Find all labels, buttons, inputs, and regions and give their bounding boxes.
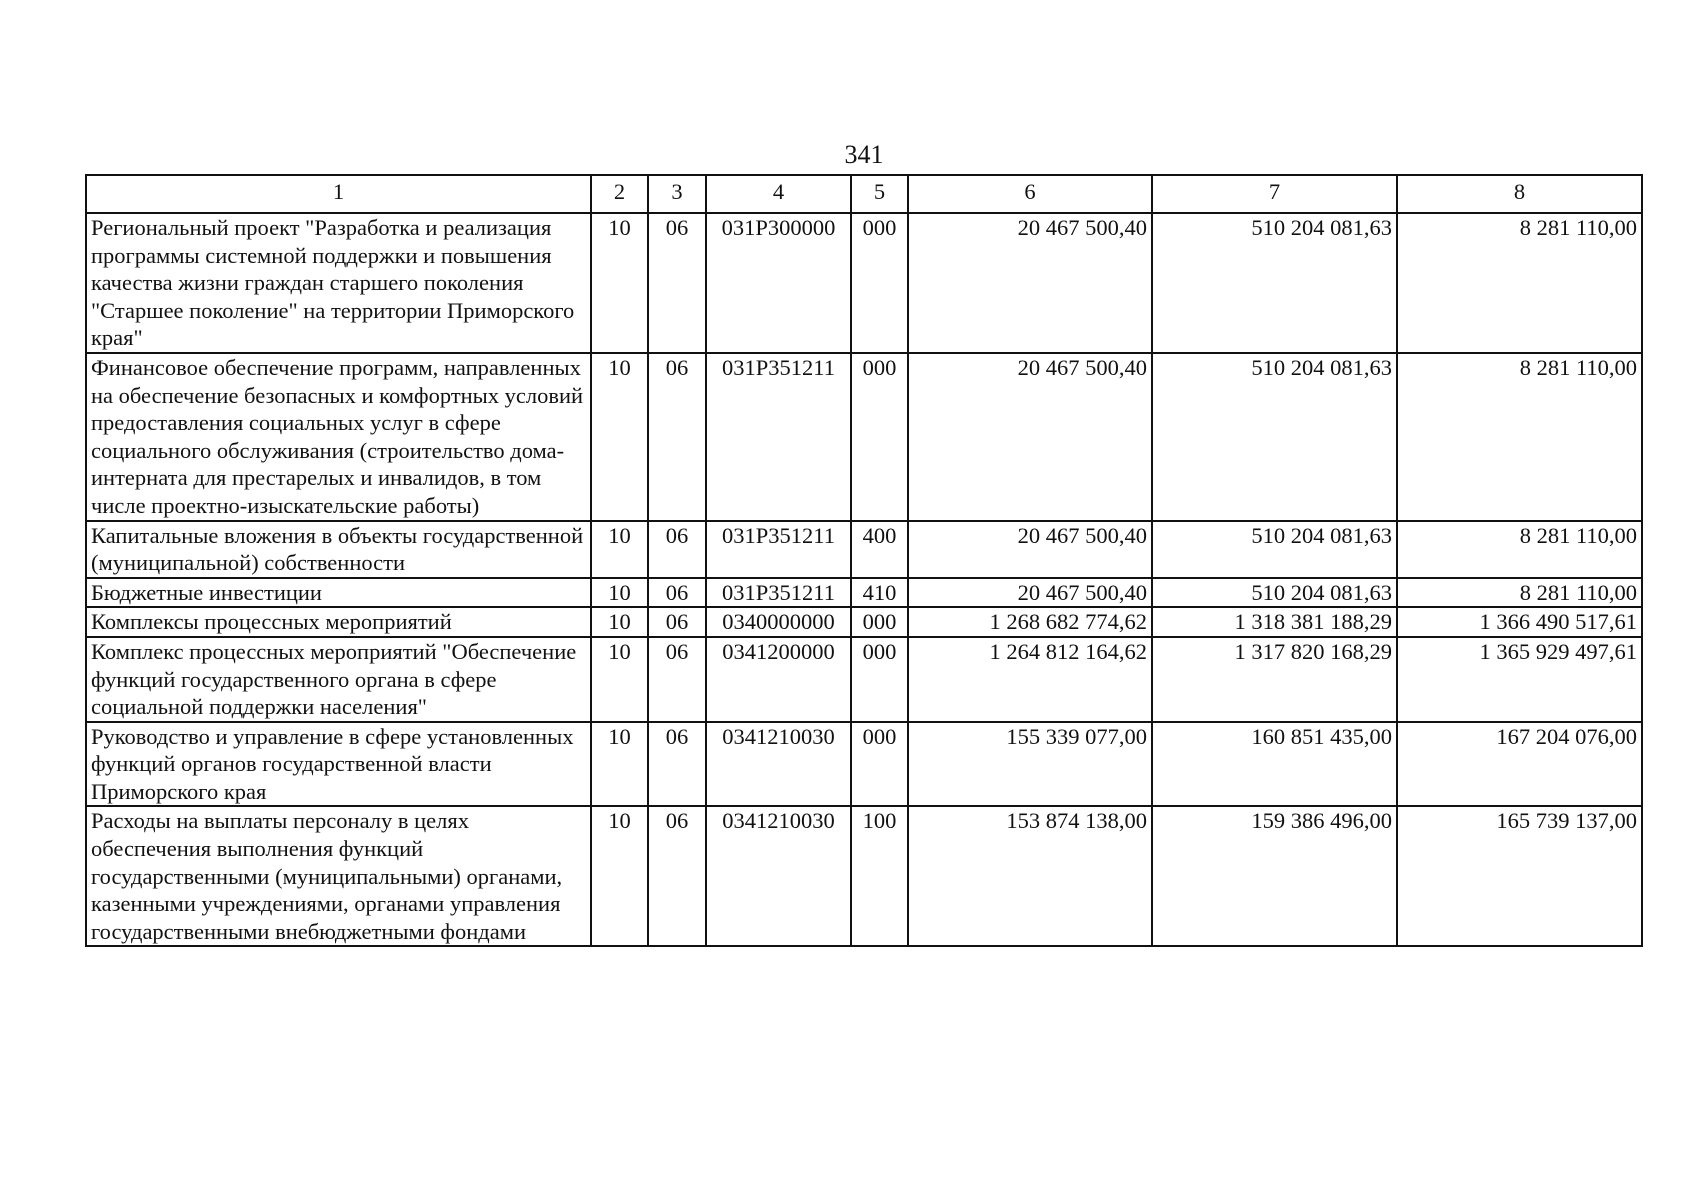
row-subsection: 06 <box>648 578 706 608</box>
row-section: 10 <box>591 213 648 353</box>
row-amount-col7: 510 204 081,63 <box>1152 521 1397 578</box>
table-row <box>86 806 1642 946</box>
table-row <box>86 722 1642 807</box>
row-section: 10 <box>591 521 648 578</box>
row-section: 10 <box>591 607 648 637</box>
row-section: 10 <box>591 806 648 946</box>
row-name: Региональный проект "Разработка и реализация программы системной поддержки и повышения качества жизни граждан старшего поколения "Старшее поколение" на территории Приморского края" <box>86 213 591 353</box>
row-section: 10 <box>591 722 648 807</box>
header-row <box>86 175 1642 213</box>
row-amount-col8: 8 281 110,00 <box>1397 353 1642 521</box>
row-expense-type: 000 <box>851 607 908 637</box>
row-subsection: 06 <box>648 521 706 578</box>
table-row <box>86 353 1642 521</box>
table-row <box>86 578 1642 608</box>
row-amount-col8: 1 366 490 517,61 <box>1397 607 1642 637</box>
row-amount-col6: 155 339 077,00 <box>908 722 1152 807</box>
row-target-article: 0341200000 <box>706 637 851 722</box>
column-header-4: 4 <box>706 175 851 213</box>
row-amount-col6: 20 467 500,40 <box>908 578 1152 608</box>
row-subsection: 06 <box>648 722 706 807</box>
row-expense-type: 000 <box>851 637 908 722</box>
row-name: Финансовое обеспечение программ, направленных на обеспечение безопасных и комфортных условий предоставления социальных услуг в сфере социального обслуживания (строительство дома-интерната для престарелых и инвалидов, в том числе проектно-изыскательские работы) <box>86 353 591 521</box>
row-amount-col7: 1 318 381 188,29 <box>1152 607 1397 637</box>
row-expense-type: 100 <box>851 806 908 946</box>
row-expense-type: 000 <box>851 353 908 521</box>
table-row <box>86 637 1642 722</box>
table-row <box>86 521 1642 578</box>
row-amount-col6: 20 467 500,40 <box>908 213 1152 353</box>
row-subsection: 06 <box>648 213 706 353</box>
budget-table <box>85 174 1643 947</box>
row-section: 10 <box>591 637 648 722</box>
row-name: Руководство и управление в сфере установленных функций органов государственной власти Приморского края <box>86 722 591 807</box>
row-amount-col8: 167 204 076,00 <box>1397 722 1642 807</box>
row-amount-col8: 8 281 110,00 <box>1397 578 1642 608</box>
row-expense-type: 400 <box>851 521 908 578</box>
row-amount-col6: 1 264 812 164,62 <box>908 637 1152 722</box>
row-subsection: 06 <box>648 806 706 946</box>
row-subsection: 06 <box>648 637 706 722</box>
row-subsection: 06 <box>648 353 706 521</box>
column-header-8: 8 <box>1397 175 1642 213</box>
column-header-1: 1 <box>86 175 591 213</box>
row-target-article: 0341210030 <box>706 806 851 946</box>
row-amount-col7: 510 204 081,63 <box>1152 213 1397 353</box>
row-amount-col7: 160 851 435,00 <box>1152 722 1397 807</box>
row-name: Расходы на выплаты персоналу в целях обеспечения выполнения функций государственными (муниципальными) органами, казенными учреждениями, органами управления государственными внебюджетными фондами <box>86 806 591 946</box>
row-expense-type: 000 <box>851 722 908 807</box>
row-name: Бюджетные инвестиции <box>86 578 591 608</box>
row-amount-col7: 1 317 820 168,29 <box>1152 637 1397 722</box>
row-subsection: 06 <box>648 607 706 637</box>
row-name: Капитальные вложения в объекты государственной (муниципальной) собственности <box>86 521 591 578</box>
row-name: Комплексы процессных мероприятий <box>86 607 591 637</box>
row-amount-col6: 153 874 138,00 <box>908 806 1152 946</box>
row-section: 10 <box>591 353 648 521</box>
row-target-article: 031P351211 <box>706 353 851 521</box>
page-number: 341 <box>844 140 884 169</box>
row-target-article: 0341210030 <box>706 722 851 807</box>
row-amount-col6: 20 467 500,40 <box>908 353 1152 521</box>
row-expense-type: 000 <box>851 213 908 353</box>
row-expense-type: 410 <box>851 578 908 608</box>
table-row <box>86 607 1642 637</box>
column-header-5: 5 <box>851 175 908 213</box>
row-amount-col7: 159 386 496,00 <box>1152 806 1397 946</box>
row-target-article: 0340000000 <box>706 607 851 637</box>
row-amount-col8: 1 365 929 497,61 <box>1397 637 1642 722</box>
row-amount-col8: 165 739 137,00 <box>1397 806 1642 946</box>
table-row <box>86 213 1642 353</box>
row-amount-col7: 510 204 081,63 <box>1152 353 1397 521</box>
row-amount-col8: 8 281 110,00 <box>1397 213 1642 353</box>
row-amount-col6: 1 268 682 774,62 <box>908 607 1152 637</box>
row-target-article: 031P351211 <box>706 578 851 608</box>
row-target-article: 031P351211 <box>706 521 851 578</box>
row-amount-col7: 510 204 081,63 <box>1152 578 1397 608</box>
row-amount-col6: 20 467 500,40 <box>908 521 1152 578</box>
column-header-7: 7 <box>1152 175 1397 213</box>
row-name: Комплекс процессных мероприятий "Обеспечение функций государственного органа в сфере социальной поддержки населения" <box>86 637 591 722</box>
column-header-2: 2 <box>591 175 648 213</box>
column-header-3: 3 <box>648 175 706 213</box>
column-header-6: 6 <box>908 175 1152 213</box>
row-section: 10 <box>591 578 648 608</box>
row-amount-col8: 8 281 110,00 <box>1397 521 1642 578</box>
row-target-article: 031P300000 <box>706 213 851 353</box>
